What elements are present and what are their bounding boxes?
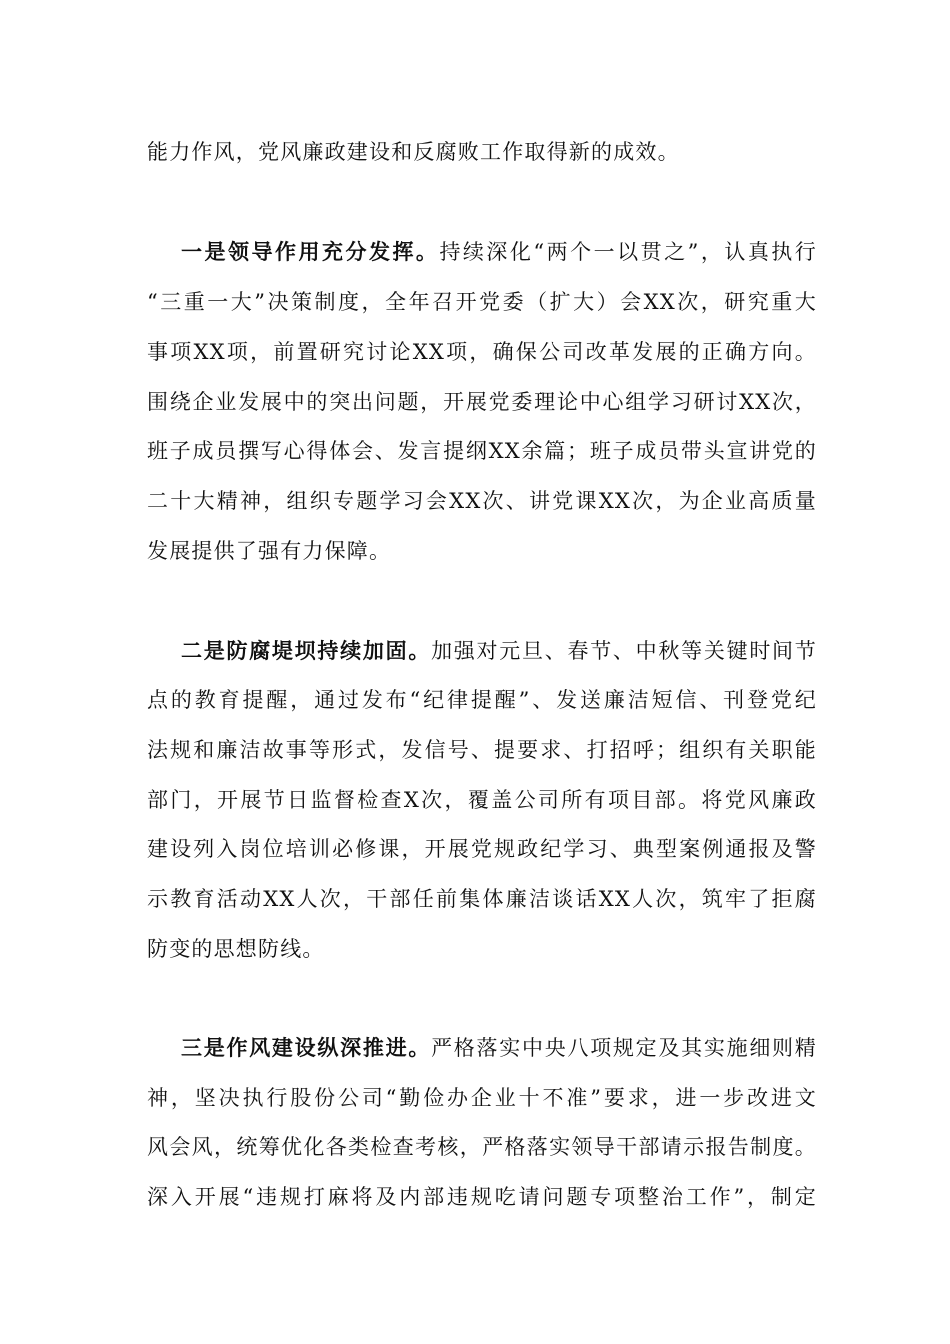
section-1-line: “三重一大”决策制度，全年召开党委（扩大）会XX次，研究重大: [147, 290, 817, 314]
section-1-line: 班子成员撰写心得体会、发言提纲XX余篇；班子成员带头宣讲党的: [147, 439, 817, 463]
section-2-line: 法规和廉洁故事等形式，发信号、提要求、打招呼；组织有关职能: [147, 738, 817, 762]
section-2-line: 建设列入岗位培训必修课，开展党规政纪学习、典型案例通报及警: [147, 837, 817, 861]
section-2-lead: 二是防腐堤坝持续加固。: [181, 638, 432, 663]
section-2-first-line: [181, 636, 817, 666]
section-1-first-line: [181, 237, 817, 267]
section-2-line: 点的教育提醒，通过发布“纪律提醒”、发送廉洁短信、刊登党纪: [147, 688, 817, 712]
section-1-line: 事项XX项，前置研究讨论XX项，确保公司改革发展的正确方向。: [147, 340, 817, 364]
section-3-first-line: [181, 1033, 817, 1063]
section-3-line: 风会风，统筹优化各类检查考核，严格落实领导干部请示报告制度。: [147, 1135, 817, 1159]
section-1-line: 发展提供了强有力保障。: [147, 539, 392, 563]
section-1-line: 二十大精神，组织专题学习会XX次、讲党课XX次，为企业高质量: [147, 489, 817, 513]
section-2-line: 部门，开展节日监督检查X次，覆盖公司所有项目部。将党风廉政: [147, 788, 817, 812]
intro-line: 能力作风，党风廉政建设和反腐败工作取得新的成效。: [147, 140, 680, 164]
section-2-line: 示教育活动XX人次，干部任前集体廉洁谈话XX人次，筑牢了拒腐: [147, 887, 817, 911]
section-2-first-line-text: 加强对元旦、春节、中秋等关键时间节: [431, 639, 817, 663]
section-2-line: 防变的思想防线。: [147, 937, 325, 961]
section-3-line: 深入开展“违规打麻将及内部违规吃请问题专项整治工作”，制定: [147, 1185, 817, 1209]
section-1-line: 围绕企业发展中的突出问题，开展党委理论中心组学习研讨XX次，: [147, 390, 817, 414]
section-3-first-line-text: 严格落实中央八项规定及其实施细则精: [431, 1036, 817, 1060]
section-1-lead: 一是领导作用充分发挥。: [181, 239, 440, 264]
section-1-first-line-text: 持续深化“两个一以贯之”，认真执行: [439, 240, 818, 264]
section-3-lead: 三是作风建设纵深推进。: [181, 1035, 432, 1060]
section-3-line: 神，坚决执行股份公司“勤俭办企业十不准”要求，进一步改进文: [147, 1086, 817, 1110]
